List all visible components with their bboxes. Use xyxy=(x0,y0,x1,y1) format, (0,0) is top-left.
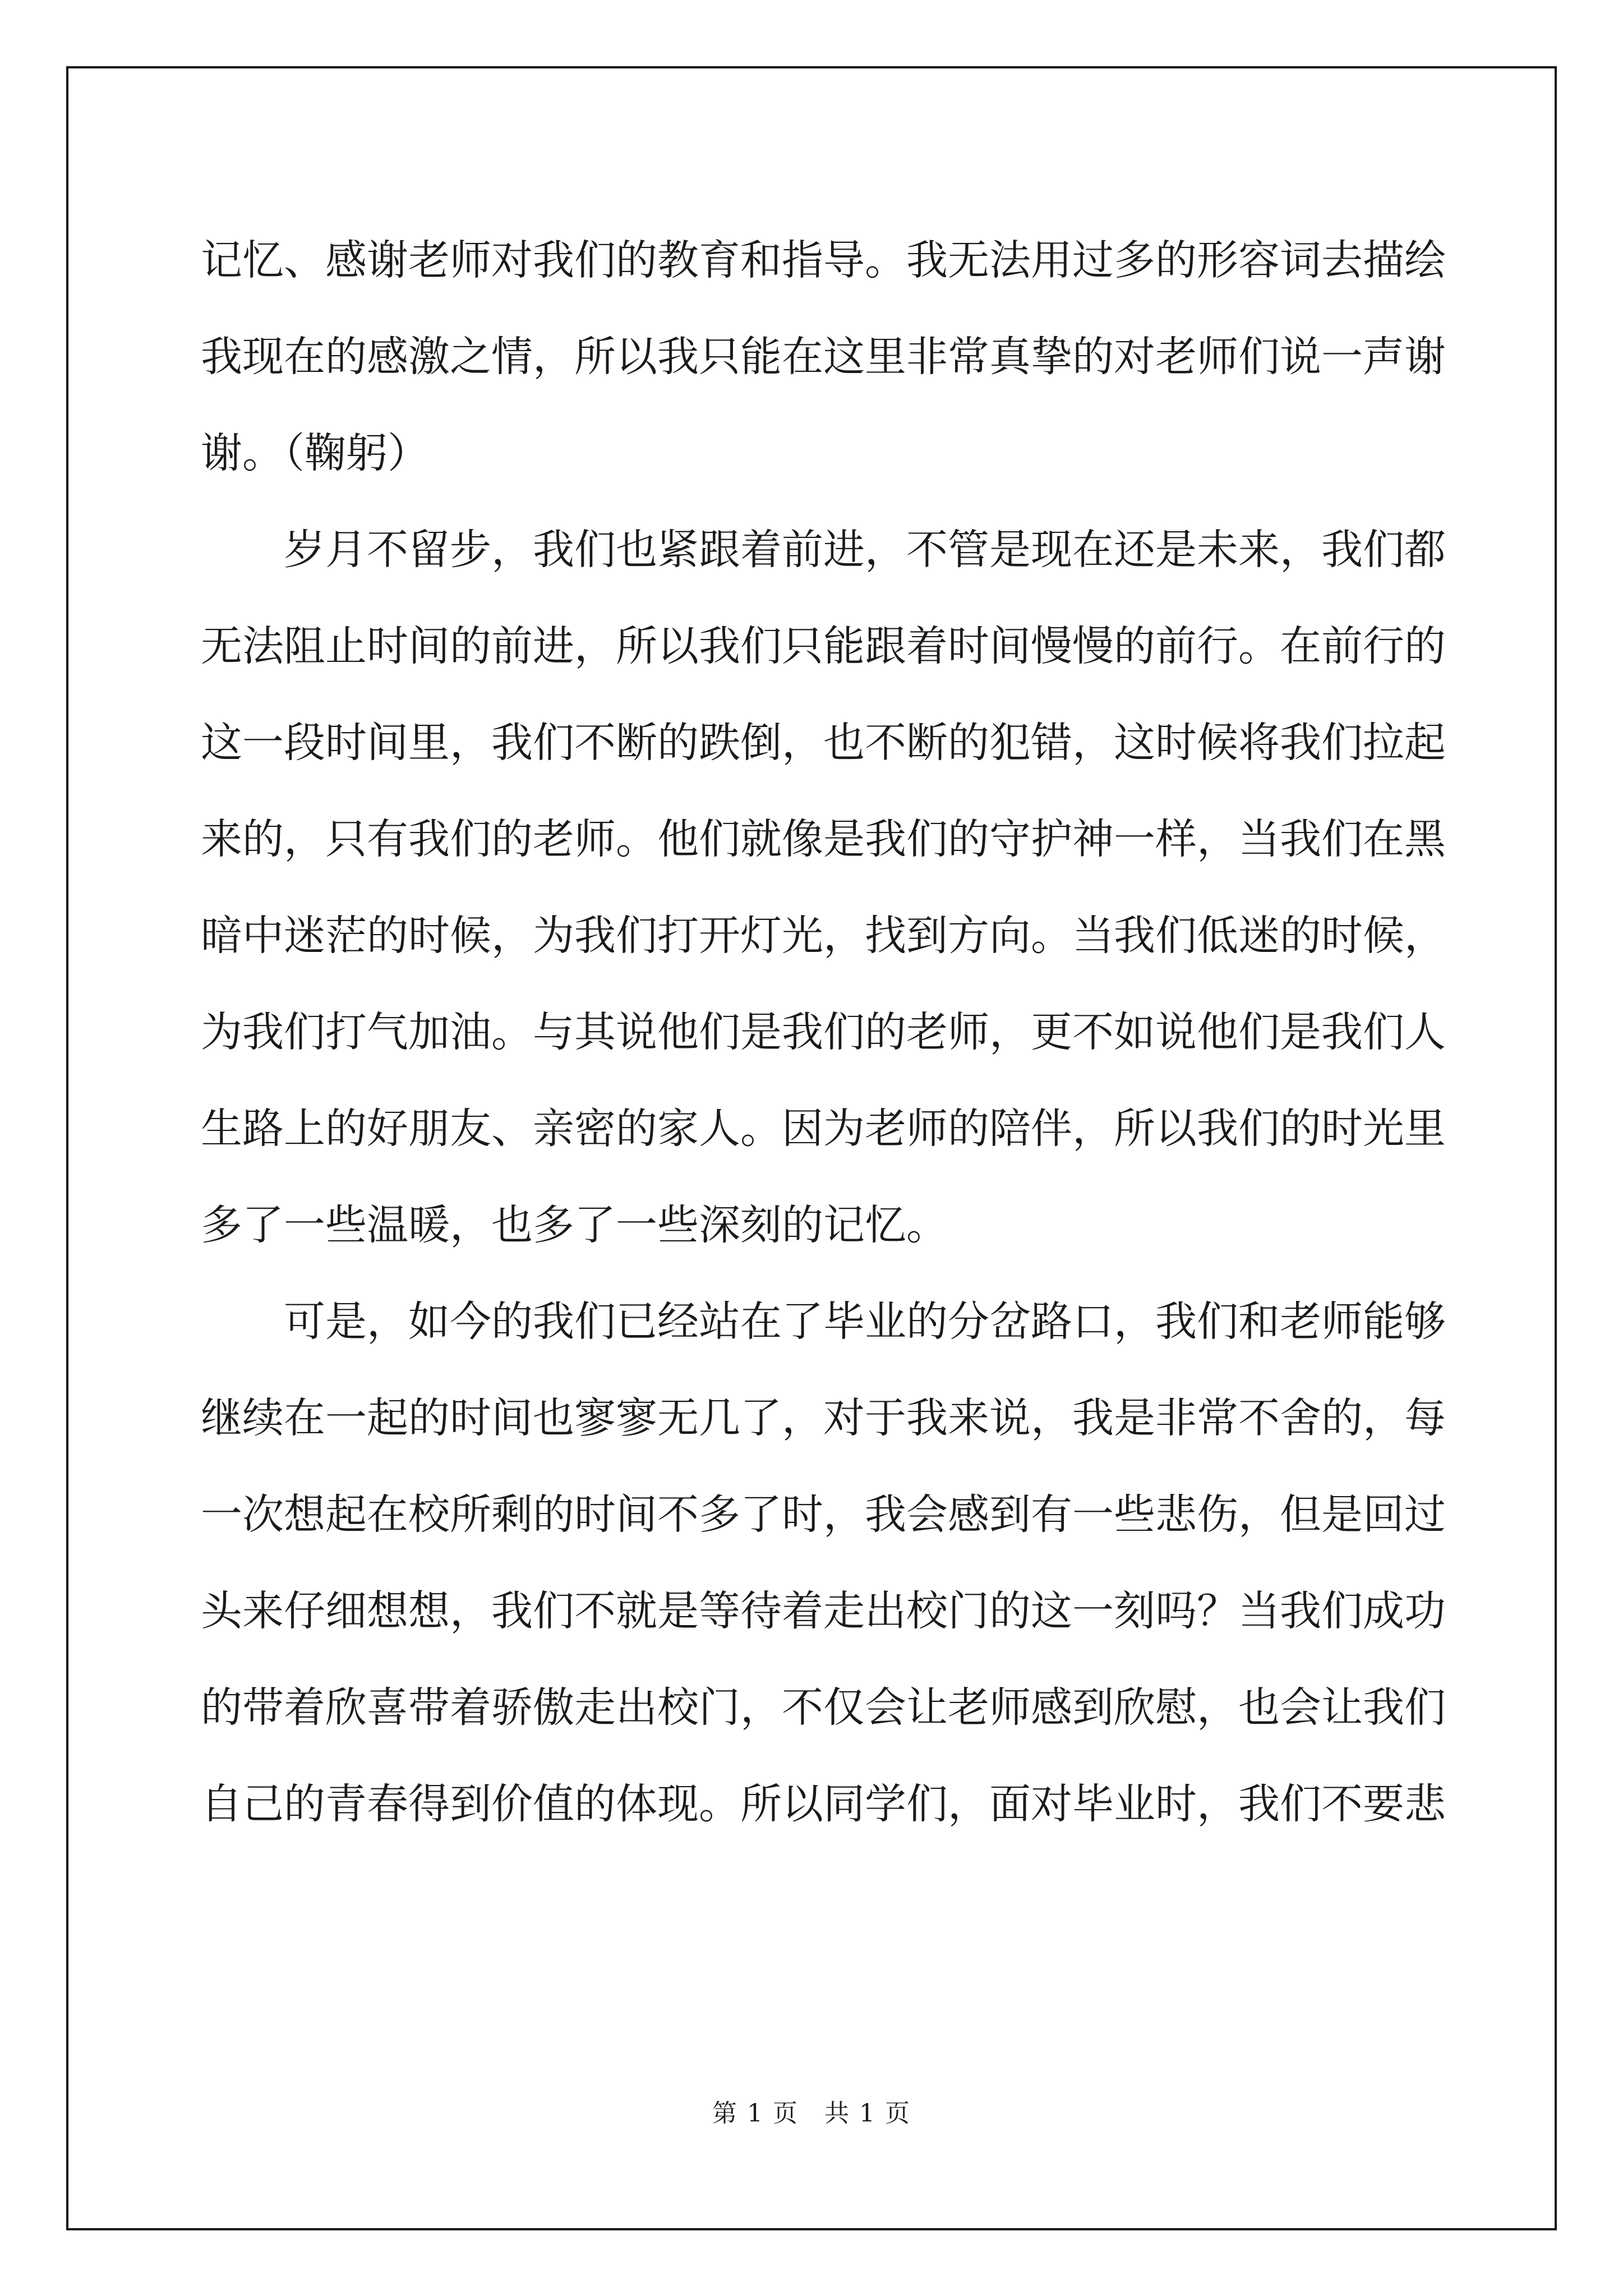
text-line: 可是，如今的我们已经站在了毕业的分岔路口，我们和老师能够 xyxy=(284,1297,1446,1346)
text-line: 头来仔细想想，我们不就是等待着走出校门的这一刻吗？当我们成功 xyxy=(201,1587,1446,1635)
text-line: 生路上的好朋友、亲密的家人。因为老师的陪伴，所以我们的时光里 xyxy=(201,1105,1446,1153)
text-line: 暗中迷茫的时候，为我们打开灯光，找到方向。当我们低迷的时候， xyxy=(201,912,1446,960)
text-line: 无法阻止时间的前进，所以我们只能跟着时间慢慢的前行。在前行的 xyxy=(201,622,1446,670)
document-body xyxy=(201,212,1446,1852)
text-line: 我现在的感激之情，所以我只能在这里非常真挚的对老师们说一声谢 xyxy=(201,333,1446,381)
text-line: 自己的青春得到价值的体现。所以同学们，面对毕业时，我们不要悲 xyxy=(201,1780,1446,1828)
text-line: 这一段时间里，我们不断的跌倒，也不断的犯错，这时候将我们拉起 xyxy=(201,719,1446,767)
text-line: 来的，只有我们的老师。他们就像是我们的守护神一样，当我们在黑 xyxy=(201,815,1446,863)
text-line: 记忆、感谢老师对我们的教育和指导。我无法用过多的形容词去描绘 xyxy=(201,236,1446,284)
text-line: 的带着欣喜带着骄傲走出校门，不仅会让老师感到欣慰，也会让我们 xyxy=(201,1683,1446,1732)
text-line: 继续在一起的时间也寥寥无几了，对于我来说，我是非常不舍的，每 xyxy=(201,1394,1446,1442)
text-line: 一次想起在校所剩的时间不多了时，我会感到有一些悲伤，但是回过 xyxy=(201,1490,1446,1539)
text-line: 岁月不留步，我们也紧跟着前进，不管是现在还是未来，我们都 xyxy=(284,526,1446,574)
page-number-footer: 第 1 页 共 1 页 xyxy=(712,2099,911,2128)
text-line: 为我们打气加油。与其说他们是我们的老师，更不如说他们是我们人 xyxy=(201,1008,1446,1056)
text-line: 多了一些温暖，也多了一些深刻的记忆。 xyxy=(201,1201,948,1249)
text-line: 谢。（鞠躬） xyxy=(201,429,429,477)
